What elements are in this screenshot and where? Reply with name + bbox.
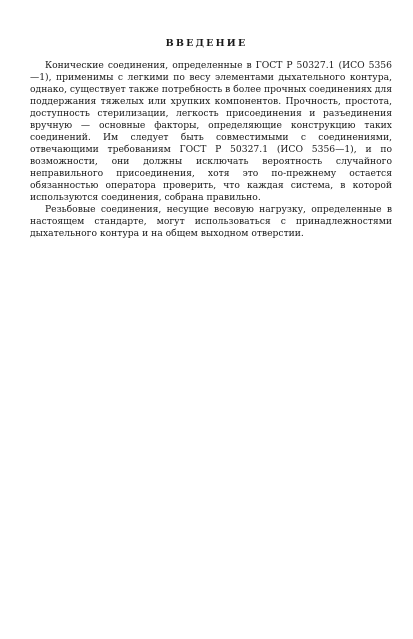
paragraph-2: Резьбовые соединения, несущие весовую нагрузку, определенные в настоящем стандарте, могут использоваться с принадлежностями дыхательного контура и на общем выходном отверстии. xyxy=(30,204,392,239)
body-text xyxy=(30,60,392,240)
paragraph-1: Конические соединения, определенные в ГОСТ Р 50327.1 (ИСО 5356—1), применимы с легкими по весу элементами дыхательного контура, однако, существует также потребность в более прочных соединениях для поддержания тяжелых или хрупких компонентов. Прочность, простота, доступность стерилизации, легкость присоединения и разъединения вручную — основные факторы, определяющие конструкцию таких соединений. Им следует быть совместимыми с соединениями, отвечающими требованиям ГОСТ Р 50327.1 (ИСО 5356—1), и по возможности, они должны исключать вероятность случайного неправильного присоединения, хотя это по-прежнему остается обязанностью оператора проверить, что каждая система, в которой используются соединения, собрана правильно. xyxy=(30,60,393,203)
section-heading: ВВЕДЕНИЕ xyxy=(165,38,248,49)
